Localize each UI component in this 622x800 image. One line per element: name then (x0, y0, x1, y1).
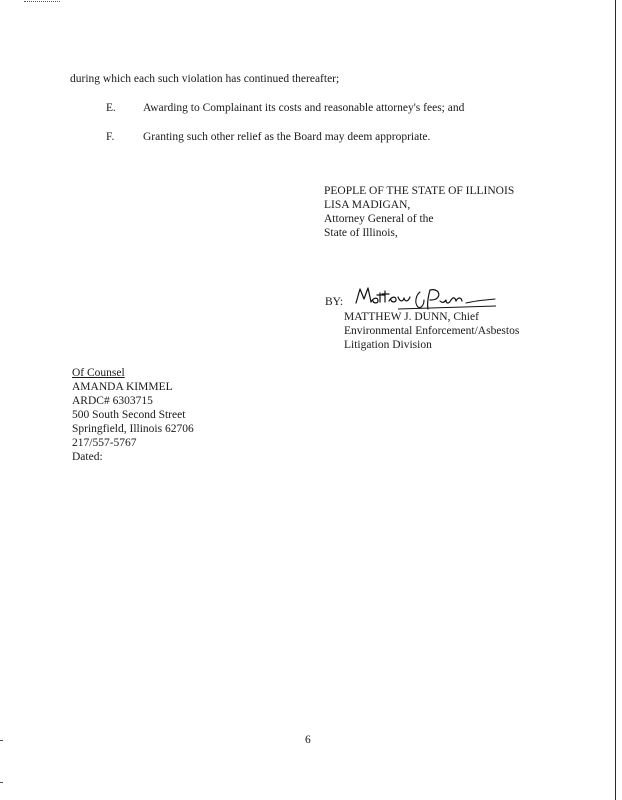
item-letter-e: E. (106, 102, 116, 114)
counsel-ardc: ARDC# 6303715 (72, 395, 153, 407)
scan-mark (0, 740, 3, 741)
counsel-phone: 217/557-5767 (72, 437, 137, 449)
counsel-city: Springfield, Illinois 62706 (72, 423, 194, 435)
page-number: 6 (305, 734, 311, 746)
signatory-name: MATTHEW J. DUNN, Chief (344, 311, 479, 323)
attorney-general-title-2: State of Illinois, (324, 227, 398, 239)
dated-label: Dated: (72, 451, 103, 463)
item-letter-f: F. (106, 131, 115, 143)
attorney-general-title-1: Attorney General of the (324, 213, 434, 225)
by-label: BY: (325, 296, 344, 308)
scan-mark (24, 1, 60, 2)
of-counsel-heading: Of Counsel (72, 367, 125, 379)
page-edge (615, 0, 616, 800)
counsel-street: 500 South Second Street (72, 409, 186, 421)
item-text-f: Granting such other relief as the Board may deem appropriate. (143, 131, 431, 143)
scan-mark (0, 782, 3, 783)
item-text-e: Awarding to Complainant its costs and reasonable attorney's fees; and (143, 102, 465, 114)
counsel-name: AMANDA KIMMEL (72, 381, 173, 393)
handwritten-signature (354, 285, 499, 313)
party-name: PEOPLE OF THE STATE OF ILLINOIS (324, 185, 515, 197)
division-line-2: Litigation Division (344, 339, 432, 351)
attorney-general-name: LISA MADIGAN, (324, 199, 411, 211)
division-line-1: Environmental Enforcement/Asbestos (344, 325, 520, 337)
continuation-text: during which each such violation has continued thereafter; (70, 73, 340, 85)
